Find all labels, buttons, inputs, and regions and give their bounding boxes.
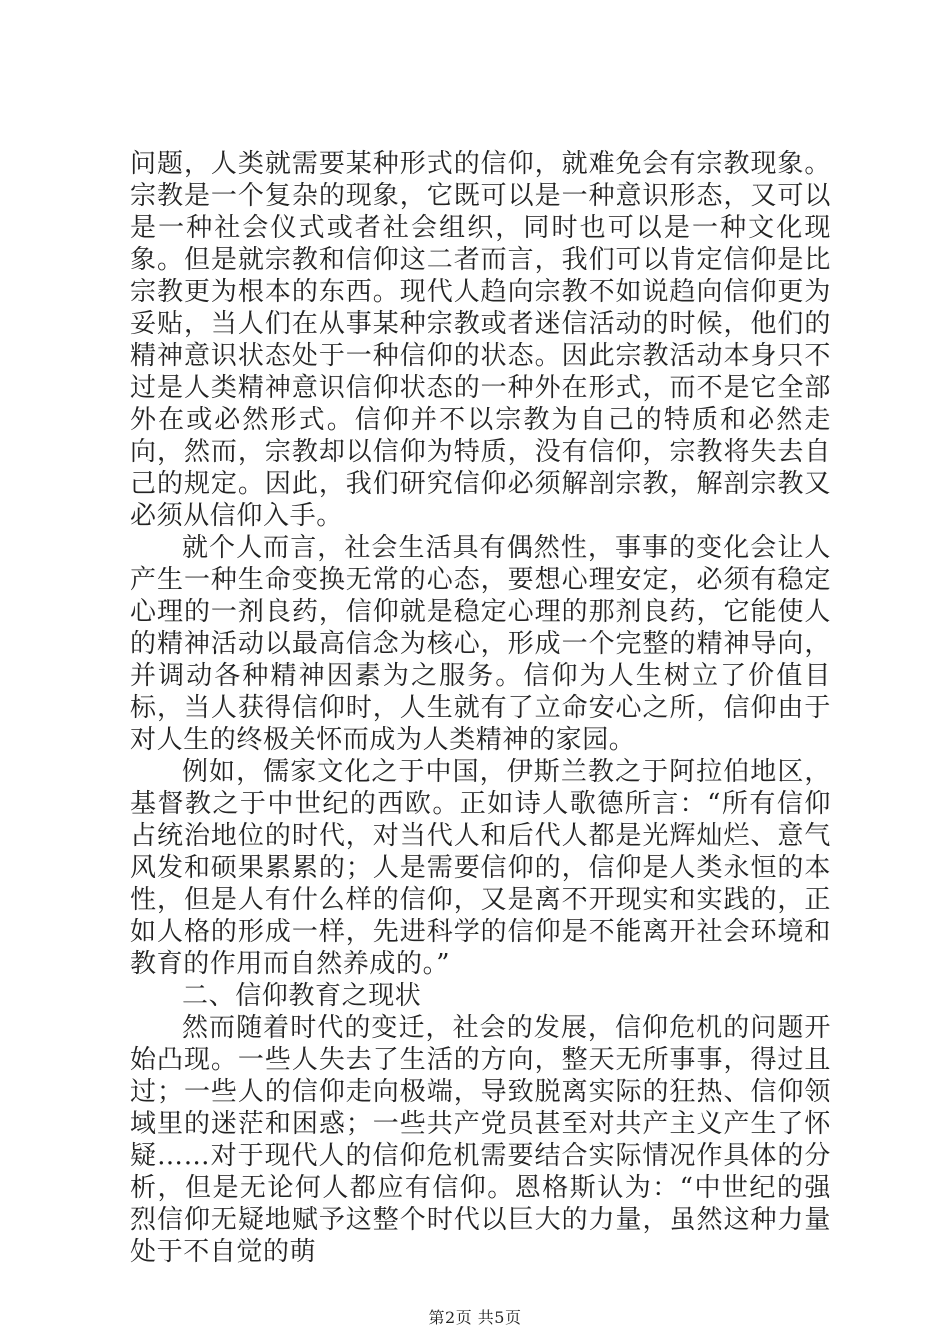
section-heading: 二、信仰教育之现状 <box>182 981 422 1011</box>
paragraph-example: 例如，儒家文化之于中国，伊斯兰教之于阿拉伯地区，基督教之于中世纪的西欧。正如诗人歌德所言：“所有信仰占统治地位的时代，对当代人和后代人都是光辉灿烂、意气风发和硕果累累的；人是需要信仰的，信仰是人类永恒的本性，但是人有什么样的信仰，又是离不开现实和实践的，正如人格的形成一样，先进科学的信仰是不能离开社会环境和教育的作用而自然养成的。” <box>130 757 831 979</box>
paragraph-individual: 就个人而言，社会生活具有偶然性，事事的变化会让人产生一种生命变换无常的心态，要想心理安定，必须有稳定心理的一剂良药，信仰就是稳定心理的那剂良药，它能使人的精神活动以最高信念为核心，形成一个完整的精神导向，并调动各种精神因素为之服务。信仰为人生树立了价值目标，当人获得信仰时，人生就有了立命安心之所，信仰由于对人生的终极关怀而成为人类精神的家园。 <box>130 533 831 755</box>
document-body <box>130 148 831 1268</box>
paragraph-status: 然而随着时代的变迁，社会的发展，信仰危机的问题开始凸现。一些人失去了生活的方向，整天无所事事，得过且过；一些人的信仰走向极端，导致脱离实际的狂热、信仰领域里的迷茫和困惑；一些共产党员甚至对共产主义产生了怀疑……对于现代人的信仰危机需要结合实际情况作具体的分析，但是无论何人都应有信仰。恩格斯认为：“中世纪的强烈信仰无疑地赋予这整个时代以巨大的力量，虽然这种力量处于不自觉的萌 <box>130 1013 831 1267</box>
page-number-footer: 第2页 共5页 <box>428 1308 522 1327</box>
paragraph-continued: 问题，人类就需要某种形式的信仰，就难免会有宗教现象。宗教是一个复杂的现象，它既可以是一种意识形态，又可以是一种社会仪式或者社会组织，同时也可以是一种文化现象。但是就宗教和信仰这二者而言，我们可以肯定信仰是比宗教更为根本的东西。现代人趋向宗教不如说趋向信仰更为妥贴，当人们在从事某种宗教或者迷信活动的时候，他们的精神意识状态处于一种信仰的状态。因此宗教活动本身只不过是人类精神意识信仰状态的一种外在形式，而不是它全部外在或必然形式。信仰并不以宗教为自己的特质和必然走向，然而，宗教却以信仰为特质，没有信仰，宗教将失去自己的规定。因此，我们研究信仰必须解剖宗教，解剖宗教又必须从信仰入手。 <box>130 149 831 531</box>
